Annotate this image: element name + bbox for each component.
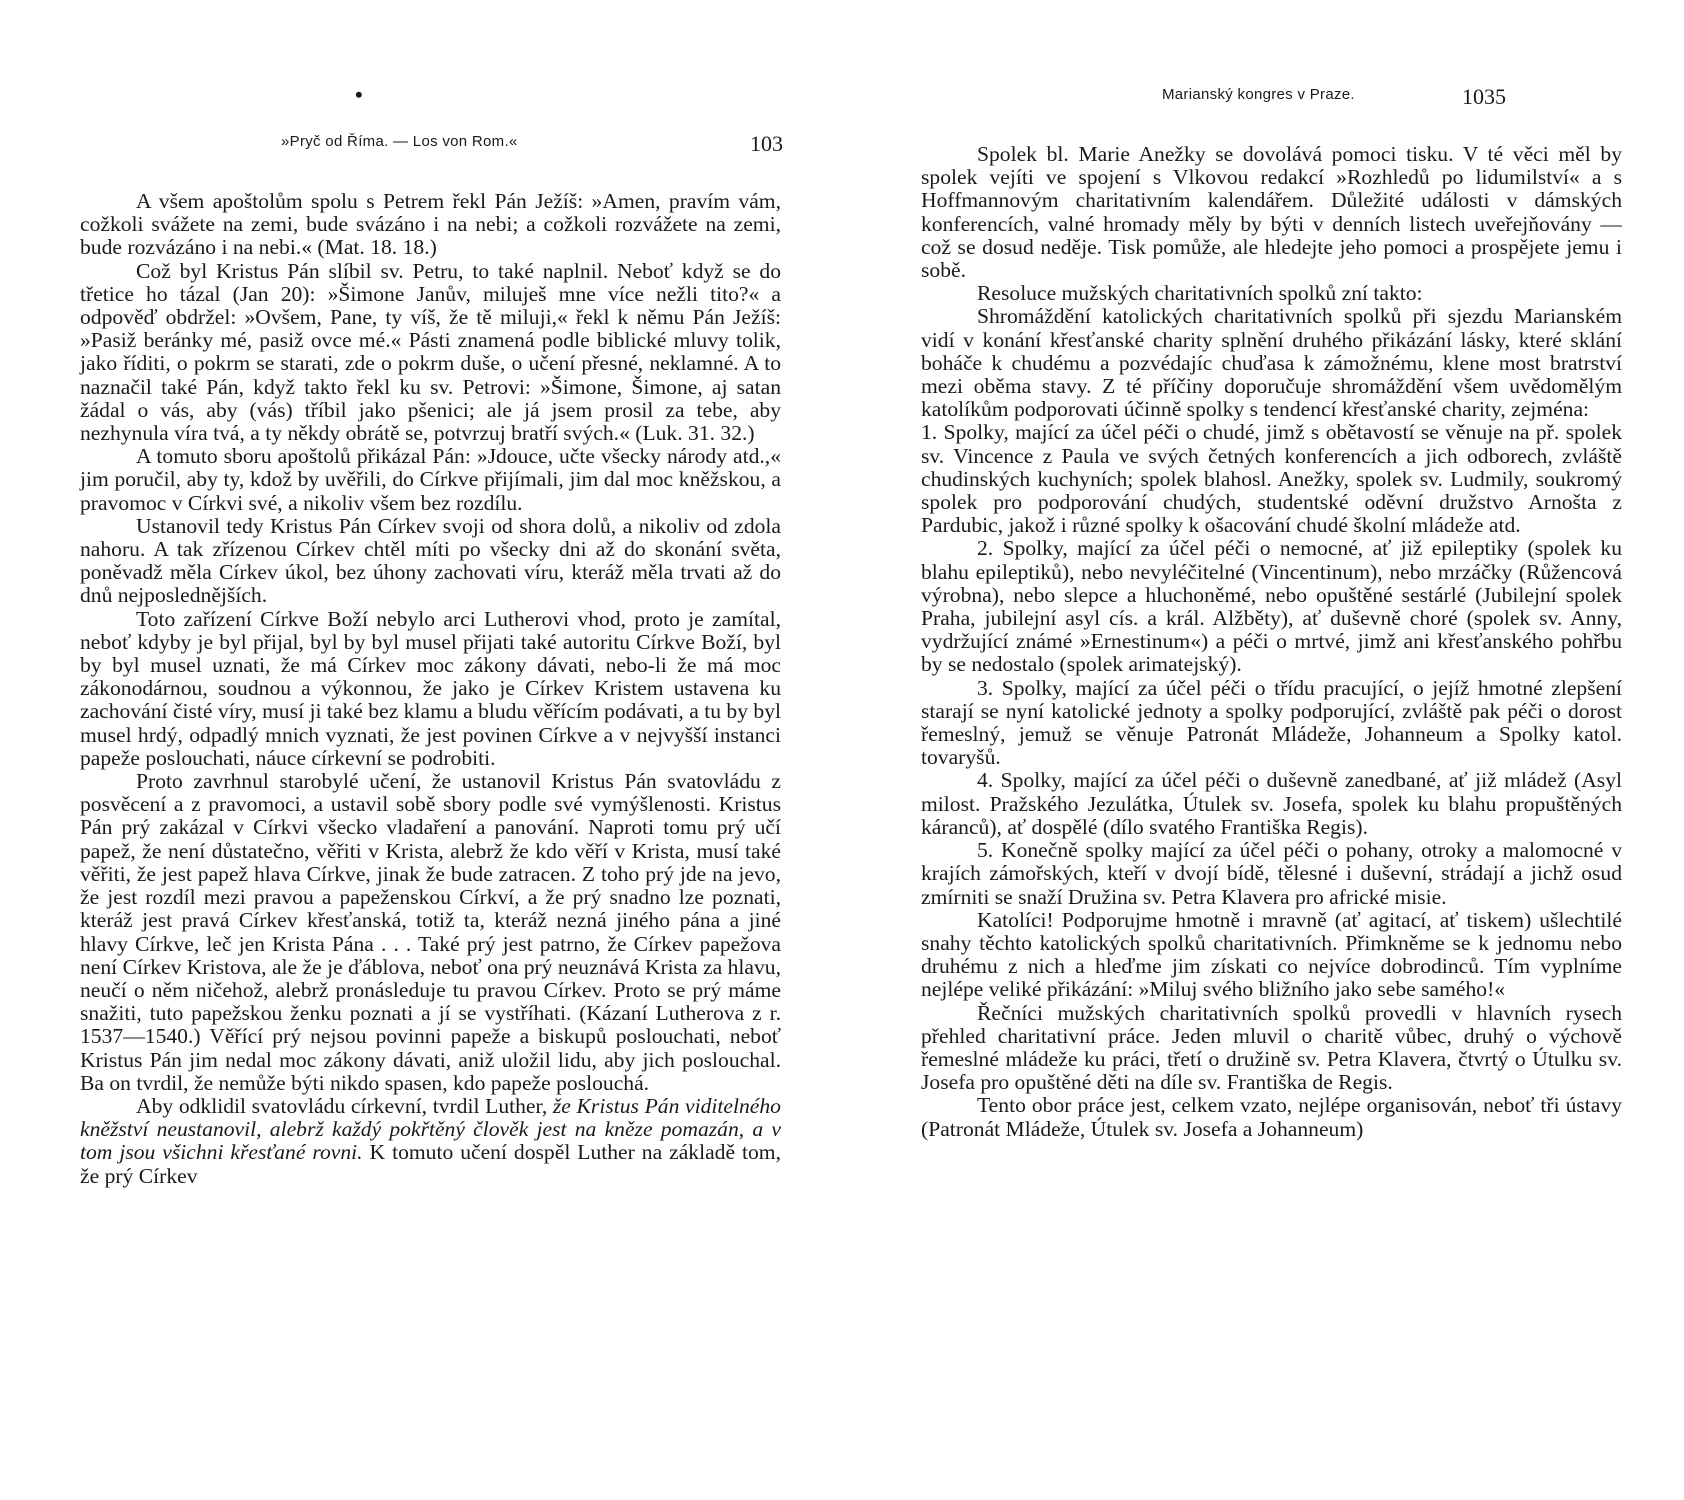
right-page	[842, 0, 1684, 1500]
page-number-left: 103	[750, 131, 783, 156]
paragraph-lead: Aby odklidil svatovládu církevní, tvrdil Luther,	[136, 1093, 548, 1118]
paragraph: Toto zařízení Církve Boží nebylo arci Lutherovi vhod, proto je zamítal, neboť kdyby je byl přijal, byl by byl musel přijati také autoritu Církve Boží, byl by byl musel uznati, že má Církev moc zákony dávati, nebo-li že má moc zákonodárnou, soudnou a výkonnou, že jako je Církev Kristem ustavena ku zachování čisté víry, musí ji také bez klamu a bludu věřícím podávati, a tu by byl musel hrdý, odpadlý mnich vyznati, že jest povinen Církve a v nejvyšší instanci papeže poslouchati, náuce církevní se podrobiti.	[80, 606, 781, 770]
list-item: 5. Konečně spolky mající za účel péči o pohany, otroky a malomocné v krajích zámořských, kteří v dvojí bídě, tělesné i duševní, strádají a jichž osud zmírniti se snaží Družina sv. Petra Klavera pro africké misie.	[921, 838, 1622, 909]
list-item: 3. Spolky, mající za účel péči o třídu pracující, o jejíž hmotné zlepšení starají se nyní katolické jednoty a spolky podporující, zvláště pak péči o dorost řemeslný, jemuž se věnuje Patronát Mládeže, Johanneum a Spolky katol. tovaryšů.	[921, 675, 1622, 770]
paragraph: Ustanovil tedy Kristus Pán Církev svoji od shora dolů, a nikoliv od zdola nahoru. A tak zřízenou Církev chtěl míti po všecky dni až do skonání světa, poněvadž měla Církev úkol, bez úhony zachovati víru, kteráž měla trvati až do dnů nejposlednějších.	[80, 513, 781, 608]
paragraph: Katolíci! Podporujme hmotně i mravně (ať agitací, ať tiskem) ušlechtilé snahy těchto katolických spolků charitativních. Přimkněme se k jednomu nebo druhému z nich a hleďme jim získati co nejvíce dobrodinců. Tím vyplníme nejlépe veliké přikázání: »Miluj svého bližního jako sebe samého!«	[921, 907, 1622, 1002]
paragraph: Shromáždění katolických charitativních spolků při sjezdu Marianském vidí v konání křesťanské charity splnění druhého přikázání lásky, které sklání boháče k chudému a pozvédajíc chuďasa k zámožnému, klene most bratrství mezi oběma stavy. Z té příčiny doporučuje shromáždění všem uvědomělým katolíkům podporovati účinně spolky s tendencí křesťanské charity, zejména:	[921, 304, 1622, 422]
list-item: 4. Spolky, mající za účel péči o duševně zanedbané, ať již mládež (Asyl milost. Pražského Jezulátka, Útulek sv. Josefa, spolek ku blahu propuštěných káranců), ať dospělé (dílo svatého Františka Regis).	[921, 768, 1622, 839]
paragraph: Resoluce mužských charitativních spolků zní takto:	[977, 281, 1423, 306]
paragraph: A všem apoštolům spolu s Petrem řekl Pán Ježíš: »Amen, pravím vám, cožkoli svážete na zemi, bude svázáno i na nebi; a cožkoli rozvážete na zemi, bude rozvázáno i na nebi.« (Mat. 18. 18.)	[80, 189, 781, 260]
paragraph: A tomuto sboru apoštolů přikázal Pán: »Jdouce, učte všecky národy atd.,« jim poručil, aby ty, kdož by uvěřili, do Církve přijímali, jim dal moc kněžskou, a pravomoc v Církvi své, a nikoliv všem bez rozdílu.	[80, 444, 781, 515]
decorative-mark: •	[355, 82, 363, 107]
right-body-text	[921, 143, 1622, 1141]
paragraph-tail: K tomuto učení dospěl Luther na základě tom, že prý Církev	[80, 1140, 781, 1188]
paragraph: Proto zavrhnul starobylé učení, že ustanovil Kristus Pán svatovládu z posvěcení a z pravomoci, a ustavil sobě sbory podle své vymýšlenosti. Kristus Pán prý zakázal v Církvi všecko vladaření a panování. Naproti tomu prý učí papež, že není důstatečno, věřiti v Krista, alebrž že kdo věří v Krista, musí také věřiti, že jest papež hlava Církve, jinak že bude zatracen. Z toho prý jde na jevo, že jest rozdíl mezi pravou a papeženskou Církví, a že prý snadno lze poznati, kteráž jest pravá Církev křesťanská, totiž ta, kteráž nezná jiného pána a jiné hlavy Církve, leč jen Krista Pána . . . Také prý jest patrno, že Církev papežova není Církev Kristova, ale že je ďáblova, neboť ona prý neuznává Krista za hlavu, neučí o něm ničehož, alebrž pronásleduje tu pravou Církev. Proto se prý máme snažiti, tuto papežskou ženku poznati a jí se vystříhati. (Kázaní Lutherova z r. 1537—1540.) Věřící prý nejsou povinni papeže a biskupů poslouchati, neboť Kristus Pán jim nedal moc zákony dávati, aniž uložil lidu, aby jich poslouchal. Ba on tvrdil, že nemůže býti nikdo spasen, kdo papeže poslouchá.	[80, 769, 781, 1095]
paragraph-last	[80, 1095, 781, 1188]
running-head-left: »Pryč od Říma. — Los von Rom.«	[281, 133, 518, 150]
paragraph: Řečníci mužských charitativních spolků provedli v hlavních rysech přehled charitativní práce. Jeden mluvil o charitě vůbec, druhý o výchově řemeslné mládeže ku práci, třetí o družině sv. Petra Klavera, čtvrtý o Útulku sv. Josefa pro opuštěné děti na díle sv. Františka de Regis.	[921, 1000, 1622, 1095]
list-item: 1. Spolky, mající za účel péči o chudé, jimž s obětavostí se věnuje na př. spolek sv. Vincence z Paula ve svých četných konferencích a jich odborech, zvláště chudinských kuchyních; spolek blahosl. Anežky, spolek sv. Ludmily, soukromý spolek pro podporování chudých, studentské oděvní družstvo Arnošta z Pardubic, jakož i různé spolky k ošacování chudé školní mládeže atd.	[921, 420, 1622, 538]
paragraph: Tento obor práce jest, celkem vzato, nejlépe organisován, neboť tři ústavy (Patronát Mládeže, Útulek sv. Josefa a Johanneum)	[921, 1093, 1622, 1141]
paragraph: Což byl Kristus Pán slíbil sv. Petru, to také naplnil. Neboť když se do třetice ho tázal (Jan 20): »Šimone Janův, miluješ mne více nežli tito?« a odpověď obdržel: »Ovšem, Pane, ty víš, že tě miluji,« řekl k němu Pán Ježíš: »Pasiž beránky mé, pasiž ovce mé.« Pásti znamená podle biblické mluvy tolik, jako říditi, o pokrm se starati, zde o pokrm duše, o učení přesné, neklamné. A to naznačil také Pán, když takto řekl ku sv. Petrovi: »Šimone, Šimone, aj satan žádal o vás, aby (vás) tříbil jako pšenici; ale já jsem prosil za tebe, aby nezhynula víra tvá, a ty někdy obrátě se, potvrzuj bratří svých.« (Luk. 31. 32.)	[80, 258, 781, 446]
running-head-right: Marianský kongres v Praze.	[1162, 86, 1355, 103]
list-item: 2. Spolky, mající za účel péči o nemocné, ať již epileptiky (spolek ku blahu epileptiků), nebo nevyléčitelné (Vincentinum), nebo mrzáčky (Růžencová výrobna), nebo slepce a hluchoněmé, nebo opuštěné sestárlé (Jubilejní spolek Praha, jubilejní asyl cís. a král. Alžběty), ať duševně choré (spolek sv. Anny, vydržující známé »Ernestinum«) a péči o mrtvé, jimž ani křesťanského pohřbu by se nedostalo (spolek arimatejský).	[921, 536, 1622, 677]
paragraph: Spolek bl. Marie Anežky se dovolává pomoci tisku. V té věci měl by spolek vejíti ve spojení s Vlkovou redakcí »Rozhledů po lidumilství« a s Hoffmannovým charitativním kalendářem. Důležité události v dámských konferencích, valné hromady měly by býti v denních listech uveřejňovány — což se dosud neděje. Tisk pomůže, ale hledejte jeho pomoci a prospějete jemu i sobě.	[921, 142, 1622, 283]
left-body-text	[80, 190, 781, 1188]
page-number-right: 1035	[1462, 84, 1506, 109]
italic-quote: že Kristus Pán viditelného kněžství neustanovil, alebrž každý pokřtěný člověk jest na kněze pomazán, a v tom jsou všichni křesťané rovni.	[80, 1093, 781, 1165]
